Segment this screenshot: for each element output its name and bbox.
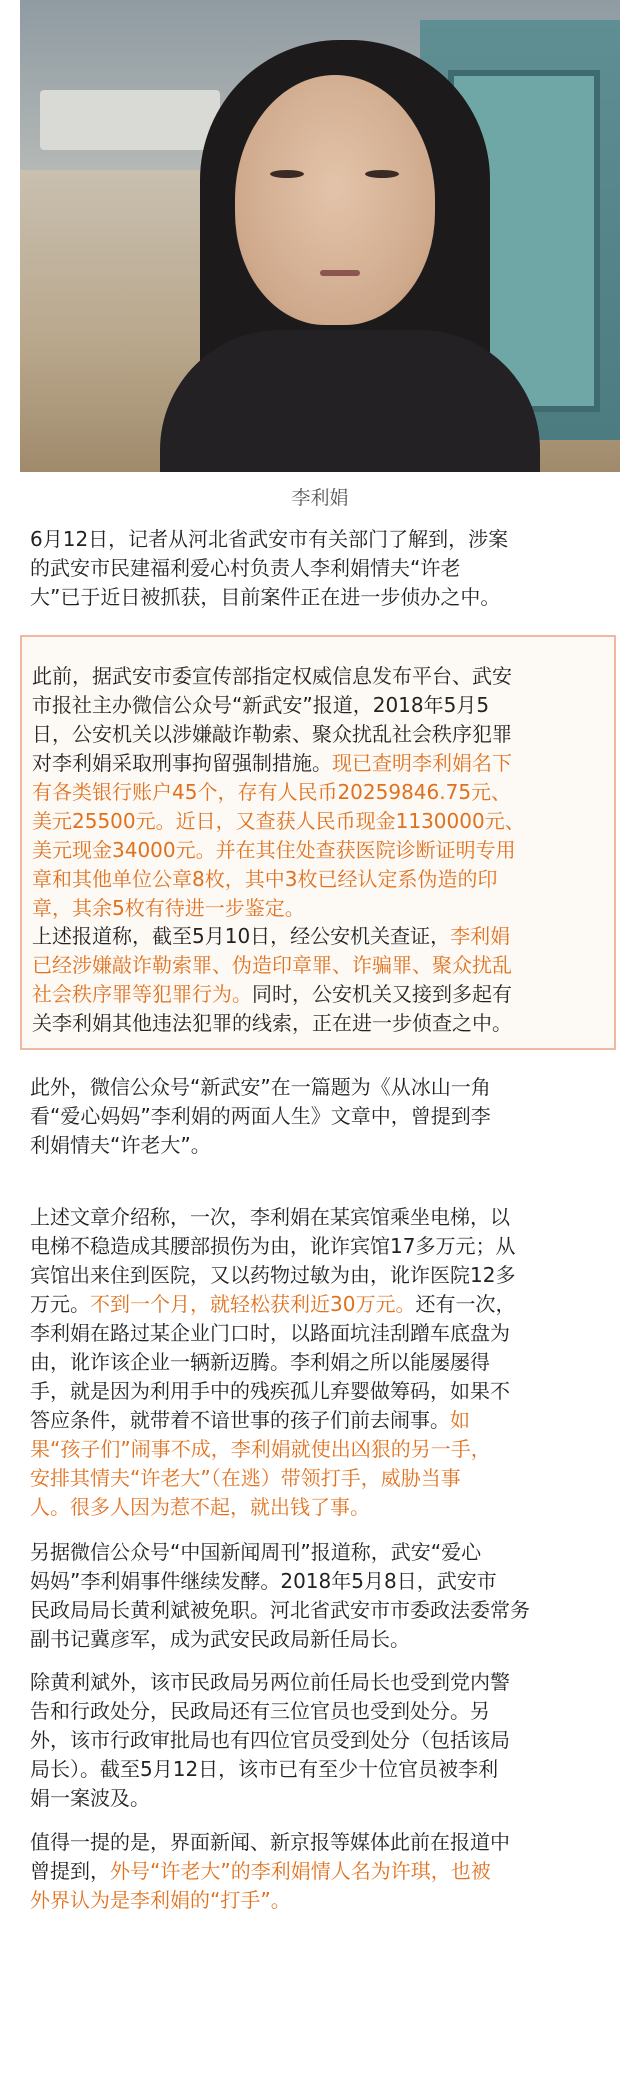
text-line <box>30 1319 610 1348</box>
text-segment: 上述报道称，截至5月10日，经公安机关查证， <box>32 924 451 948</box>
text-line <box>30 1464 610 1493</box>
text-line <box>30 1784 610 1813</box>
text-line: 6月12日，记者从河北省武安市有关部门了解到，涉案 <box>30 527 509 551</box>
text-segment: 由，讹诈该企业一辆新迈腾。李利娟之所以能屡屡得 <box>30 1350 490 1374</box>
text-line <box>30 1435 610 1464</box>
paragraph-report <box>32 662 612 923</box>
text-segment: 另据微信公众号“中国新闻周刊”报道称，武安“爱心 <box>30 1540 482 1564</box>
text-line <box>32 749 612 778</box>
photo-mouth <box>320 270 360 276</box>
article-photo <box>20 0 620 472</box>
text-line <box>30 1567 610 1596</box>
paragraph-investigation <box>32 922 612 1038</box>
text-segment: 对李利娟采取刑事拘留强制措施。 <box>32 751 332 775</box>
text-segment: 告和行政处分，民政局还有三位官员也受到处分。另 <box>30 1699 490 1723</box>
text-line: 大”已于近日被抓获，目前案件正在进一步侦办之中。 <box>30 585 501 609</box>
text-line <box>32 865 612 894</box>
text-line <box>32 720 612 749</box>
text-line <box>32 951 612 980</box>
photo-truck <box>40 90 220 150</box>
text-segment: 利娟情夫“许老大”。 <box>30 1133 211 1157</box>
text-segment: 值得一提的是，界面新闻、新京报等媒体此前在报道中 <box>30 1830 510 1854</box>
text-line <box>30 1406 610 1435</box>
highlighted-text: 不到一个月，就轻松获利近30万元。 <box>90 1292 416 1316</box>
text-line <box>32 691 612 720</box>
text-line <box>30 1538 610 1567</box>
highlighted-text: 社会秩序罪等犯罪行为。 <box>32 982 252 1006</box>
paragraph-news-weekly <box>30 1538 610 1654</box>
text-line <box>30 1073 610 1102</box>
text-segment: 局长）。截至5月12日，该市已有至少十位官员被李利 <box>30 1757 499 1781</box>
text-segment: 同时，公安机关又接到多起有 <box>252 982 512 1006</box>
text-segment: 民政局局长黄利斌被免职。河北省武安市市委政法委常务 <box>30 1598 530 1622</box>
text-segment: 副书记冀彦军，成为武安民政局新任局长。 <box>30 1627 410 1651</box>
text-line <box>30 1755 610 1784</box>
highlighted-text: 已经涉嫌敲诈勒索罪、伪造印章罪、诈骗罪、聚众扰乱 <box>32 953 512 977</box>
text-segment: 万元。 <box>30 1292 90 1316</box>
text-line <box>30 1377 610 1406</box>
paragraph-xu-qi <box>30 1828 610 1915</box>
text-segment: 电梯不稳造成其腰部损伤为由，讹诈宾馆17多万元；从 <box>30 1234 516 1258</box>
highlighted-text: 章和其他单位公章8枚，其中3枚已经认定系伪造的印 <box>32 867 498 891</box>
photo-caption: 李利娟 <box>291 487 349 509</box>
photo-body <box>160 330 540 472</box>
highlight-box <box>20 635 616 1050</box>
text-line <box>30 1290 610 1319</box>
text-segment: 外，该市行政审批局也有四位官员受到处分（包括该局 <box>30 1728 510 1752</box>
text-segment: 李利娟在路过某企业门口时，以路面坑洼刮蹭车底盘为 <box>30 1321 510 1345</box>
text-line <box>30 1131 610 1160</box>
text-segment: 日，公安机关以涉嫌敲诈勒索、聚众扰乱社会秩序犯罪 <box>32 722 512 746</box>
highlighted-text: 有各类银行账户45个，存有人民币20259846.75元、 <box>32 780 512 804</box>
text-line <box>32 1009 612 1038</box>
highlighted-text: 章，其余5枚有待进一步鉴定。 <box>32 896 305 920</box>
text-line <box>30 1697 610 1726</box>
text-segment: 上述文章介绍称，一次，李利娟在某宾馆乘坐电梯，以 <box>30 1205 510 1229</box>
text-line <box>30 1261 610 1290</box>
highlighted-text: 外界认为是李利娟的“打手”。 <box>30 1888 291 1912</box>
highlighted-text: 美元现金34000元。并在其住处查获医院诊断证明专用 <box>32 838 516 862</box>
highlighted-text: 外号“许老大”的李利娟情人名为许琪，也被 <box>110 1859 491 1883</box>
text-line <box>30 1668 610 1697</box>
text-line <box>30 1828 610 1857</box>
highlighted-text: 果“孩子们”闹事不成，李利娟就使出凶狠的另一手， <box>30 1437 491 1461</box>
text-segment: 此外，微信公众号“新武安”在一篇题为《从冰山一角 <box>30 1075 491 1099</box>
text-line <box>30 1348 610 1377</box>
text-line <box>30 1203 610 1232</box>
text-segment: 此前，据武安市委宣传部指定权威信息发布平台、武安 <box>32 664 512 688</box>
paragraph-wechat-article <box>30 1073 610 1160</box>
text-line <box>30 1857 610 1886</box>
photo-eye-left <box>270 170 304 178</box>
text-line <box>32 836 612 865</box>
text-segment: 答应条件，就带着不谙世事的孩子们前去闹事。 <box>30 1408 450 1432</box>
photo-face <box>235 75 435 325</box>
text-segment: 还有一次， <box>415 1292 516 1316</box>
text-segment: 除黄利斌外，该市民政局另两位前任局长也受到党内警 <box>30 1670 510 1694</box>
text-line <box>32 662 612 691</box>
text-line <box>30 1102 610 1131</box>
text-segment: 关李利娟其他违法犯罪的线索，正在进一步侦查之中。 <box>32 1011 512 1035</box>
text-segment: 手，就是因为利用手中的残疾孤儿弃婴做筹码，如果不 <box>30 1379 510 1403</box>
highlighted-text: 人。很多人因为惹不起，就出钱了事。 <box>30 1495 370 1519</box>
text-line <box>30 1886 610 1915</box>
highlighted-text: 安排其情夫“许老大”（在逃）带领打手，威胁当事 <box>30 1466 461 1490</box>
text-segment: 市报社主办微信公众号“新武安”报道，2018年5月5 <box>32 693 490 717</box>
text-segment: 曾提到， <box>30 1859 110 1883</box>
text-line <box>32 980 612 1009</box>
highlighted-text: 李利娟 <box>450 924 511 948</box>
text-line <box>32 894 612 923</box>
highlighted-text: 如 <box>450 1408 470 1432</box>
text-line <box>32 778 612 807</box>
text-segment: 妈妈”李利娟事件继续发酵。2018年5月8日，武安市 <box>30 1569 497 1593</box>
text-segment: 宾馆出来住到医院，又以药物过敏为由，讹诈医院12多 <box>30 1263 516 1287</box>
text-segment: 看“爱心妈妈”李利娟的两面人生》文章中，曾提到李 <box>30 1104 491 1128</box>
text-line <box>30 1493 610 1522</box>
text-line <box>30 1726 610 1755</box>
text-line: 的武安市民建福利爱心村负责人李利娟情夫“许老 <box>30 556 461 580</box>
highlighted-text: 美元25500元。近日，又查获人民币现金1130000元、 <box>32 809 525 833</box>
text-line <box>30 1625 610 1654</box>
paragraph-extortion-story <box>30 1203 610 1522</box>
photo-eye-right <box>365 170 399 178</box>
text-segment: 娟一案波及。 <box>30 1786 150 1810</box>
text-line <box>30 1232 610 1261</box>
text-line <box>32 807 612 836</box>
highlighted-text: 现已查明李利娟名下 <box>332 751 512 775</box>
paragraph-officials <box>30 1668 610 1813</box>
text-line <box>32 922 612 951</box>
text-line <box>30 1596 610 1625</box>
paragraph-intro <box>30 525 610 612</box>
